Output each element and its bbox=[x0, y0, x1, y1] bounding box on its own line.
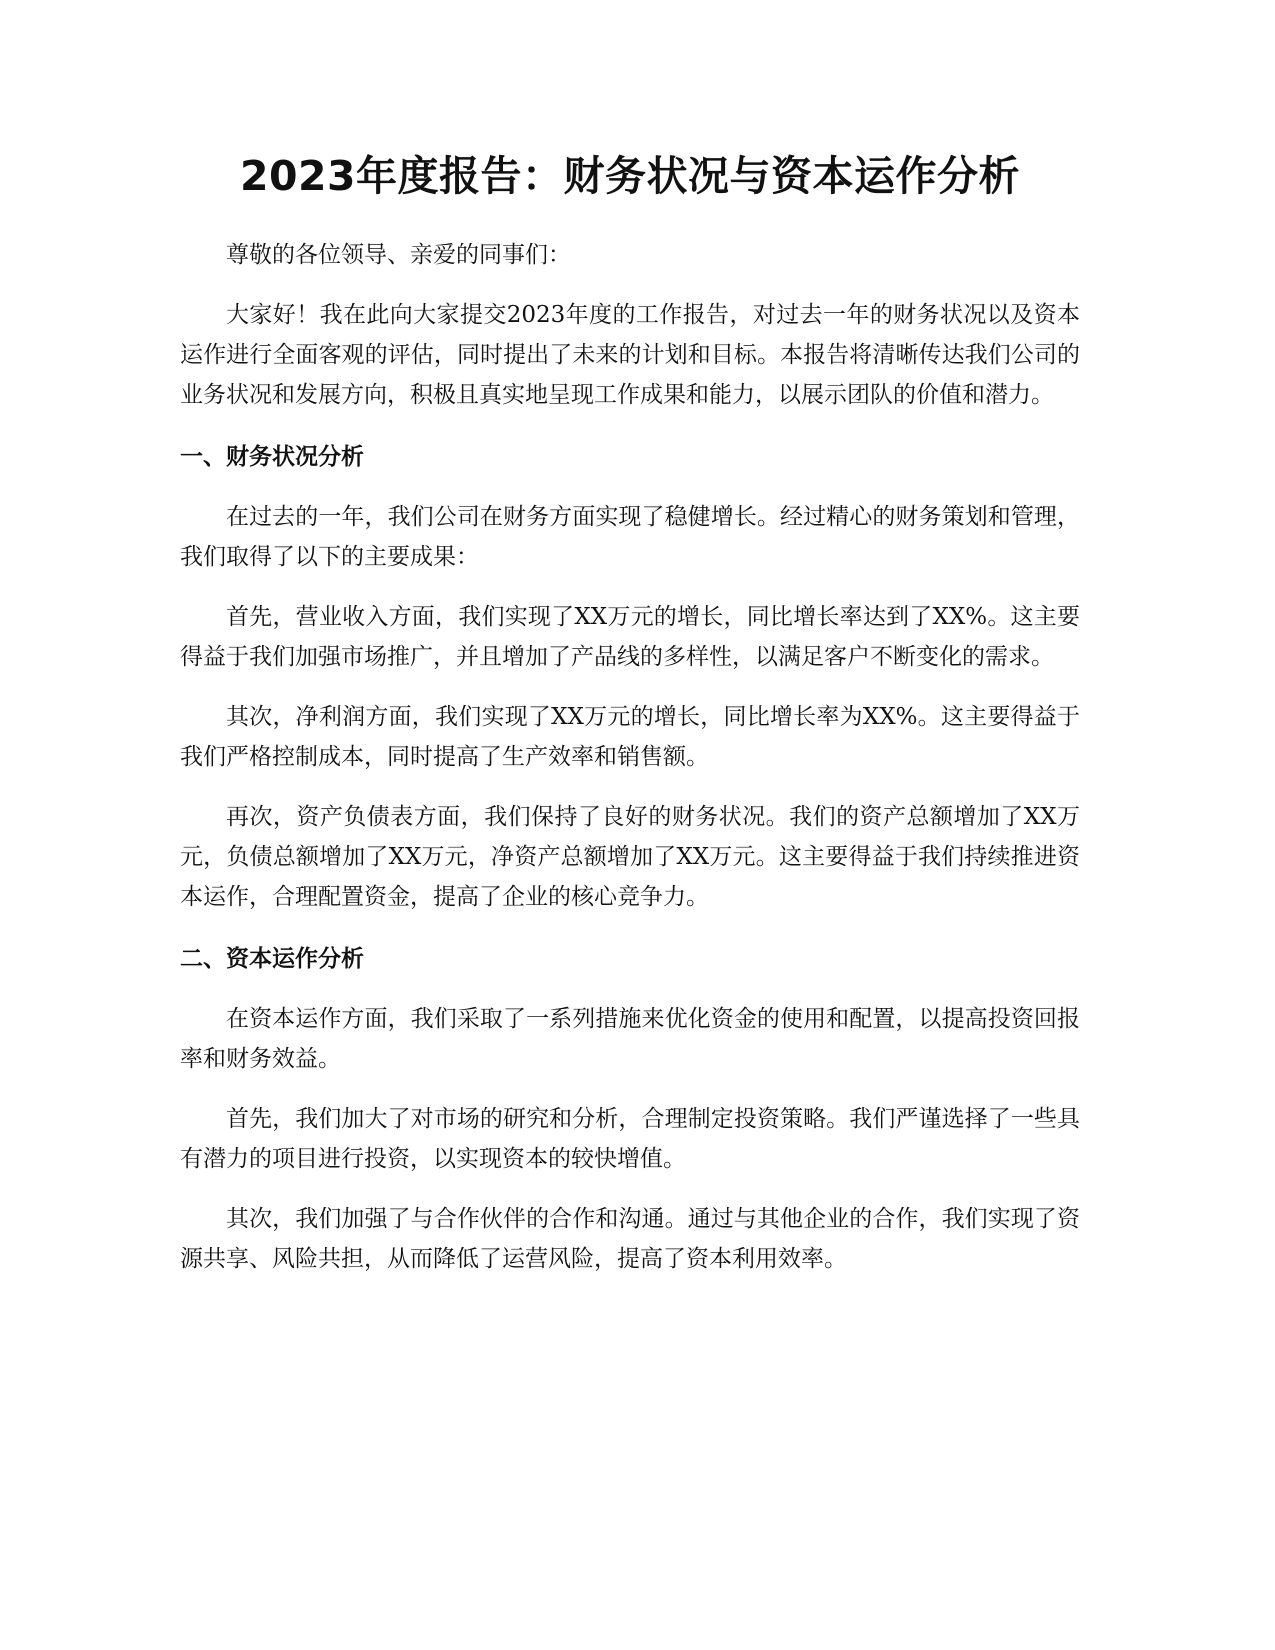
intro-paragraph: 大家好！我在此向大家提交2023年度的工作报告，对过去一年的财务状况以及资本运作进行全面客观的评估，同时提出了未来的计划和目标。本报告将清晰传达我们公司的业务状况和发展方向，积极且真实地呈现工作成果和能力，以展示团队的价值和潜力。 bbox=[180, 302, 1080, 409]
paragraph: 其次，我们加强了与合作伙伴的合作和沟通。通过与其他企业的合作，我们实现了资源共享、风险共担，从而降低了运营风险，提高了资本利用效率。 bbox=[180, 1206, 1080, 1273]
paragraph: 在过去的一年，我们公司在财务方面实现了稳健增长。经过精心的财务策划和管理，我们取得了以下的主要成果： bbox=[180, 504, 1080, 571]
paragraph: 其次，净利润方面，我们实现了XX万元的增长，同比增长率为XX%。这主要得益于我们严格控制成本，同时提高了生产效率和销售额。 bbox=[180, 704, 1080, 771]
section-heading-financial: 一、财务状况分析 bbox=[180, 444, 364, 471]
document-title: 2023年度报告：财务状况与资本运作分析 bbox=[239, 152, 1021, 200]
greeting-paragraph: 尊敬的各位领导、亲爱的同事们： bbox=[226, 242, 571, 269]
paragraph: 再次，资产负债表方面，我们保持了良好的财务状况。我们的资产总额增加了XX万元，负债总额增加了XX万元，净资产总额增加了XX万元。这主要得益于我们持续推进资本运作，合理配置资金，提高了企业的核心竞争力。 bbox=[180, 804, 1080, 911]
paragraph: 首先，营业收入方面，我们实现了XX万元的增长，同比增长率达到了XX%。这主要得益于我们加强市场推广，并且增加了产品线的多样性，以满足客户不断变化的需求。 bbox=[180, 604, 1080, 671]
paragraph: 在资本运作方面，我们采取了一系列措施来优化资金的使用和配置，以提高投资回报率和财务效益。 bbox=[180, 1006, 1080, 1073]
section-heading-capital: 二、资本运作分析 bbox=[180, 946, 364, 973]
document-page bbox=[180, 140, 1080, 1299]
paragraph: 首先，我们加大了对市场的研究和分析，合理制定投资策略。我们严谨选择了一些具有潜力的项目进行投资，以实现资本的较快增值。 bbox=[180, 1106, 1080, 1173]
